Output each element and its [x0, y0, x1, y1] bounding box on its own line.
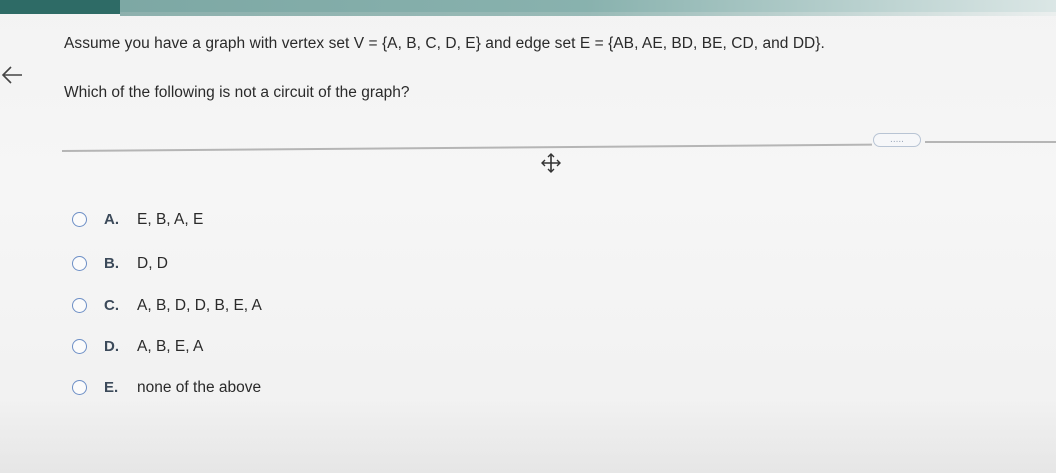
radio-button[interactable] [72, 212, 87, 227]
back-button[interactable] [0, 58, 26, 92]
option-letter: A. [104, 211, 119, 228]
radio-button[interactable] [72, 380, 87, 395]
divider-right [925, 141, 1056, 143]
move-cursor-icon [540, 152, 562, 174]
radio-button[interactable] [72, 298, 87, 313]
option-letter: D. [104, 338, 119, 355]
question-prompt: Which of the following is not a circuit of the graph? [64, 84, 410, 101]
option-text: A, B, E, A [137, 338, 204, 355]
radio-button[interactable] [72, 339, 87, 354]
option-text: none of the above [137, 379, 262, 396]
more-button[interactable]: ..... [873, 133, 921, 147]
top-bar-gradient [120, 0, 1056, 16]
arrow-left-icon [0, 58, 26, 92]
option-text: E, B, A, E [137, 211, 204, 228]
question-text: Assume you have a graph with vertex set V = {A, B, C, D, E} and edge set E = {AB, AE, BD, BE, CD, and DD}. [64, 35, 825, 52]
option-letter: E. [104, 379, 119, 396]
option-text: D, D [137, 255, 168, 272]
top-bar-accent [0, 0, 120, 14]
option-letter: C. [104, 297, 119, 314]
option-letter: B. [104, 255, 119, 272]
divider [62, 144, 872, 152]
option-text: A, B, D, D, B, E, A [137, 297, 262, 314]
bottom-shade [0, 400, 1056, 473]
radio-button[interactable] [72, 256, 87, 271]
